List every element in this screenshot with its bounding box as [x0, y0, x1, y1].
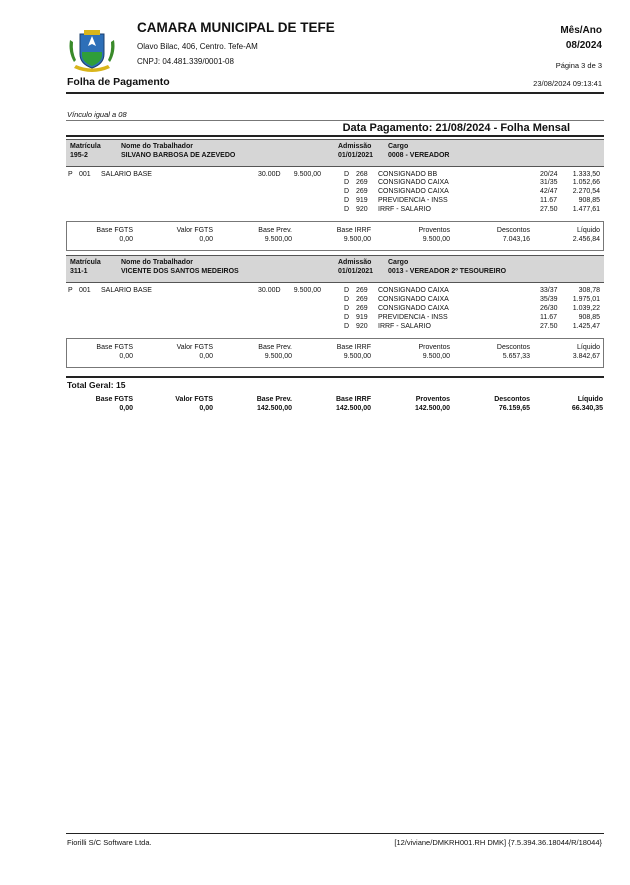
admissao-label: Admissão — [338, 259, 372, 266]
discount-code: 919 — [356, 197, 368, 204]
nome-label: Nome do Trabalhador — [121, 259, 193, 266]
discount-type: D — [344, 314, 350, 321]
provento-code: 001 — [79, 171, 91, 178]
footer-company: Fiorilli S/C Software Ltda. — [67, 838, 152, 847]
employee-admissao: 01/01/2021 — [338, 268, 374, 275]
discount-type: D — [344, 287, 350, 294]
discount-ref: 33/37 — [540, 287, 558, 294]
discount-code: 268 — [356, 171, 368, 178]
admissao-label: Admissão — [338, 143, 372, 150]
discount-code: 269 — [356, 179, 368, 186]
total-value: 142.500,00 — [256, 405, 292, 412]
discount-value: 1.425,47 — [572, 323, 600, 330]
summary-value: 9.500,00 — [343, 236, 371, 243]
total-column-label: Descontos — [494, 396, 530, 403]
total-column-label: Base Prev. — [256, 396, 292, 403]
total-label: Total Geral: 15 — [67, 380, 126, 390]
provento-value: 9.500,00 — [293, 171, 321, 178]
discount-type: D — [344, 296, 350, 303]
discount-ref: 26/30 — [540, 305, 558, 312]
discount-code: 919 — [356, 314, 368, 321]
period-label: Mês/Ano — [560, 25, 602, 36]
footer-system-ref: [12/viviane/DMKRH001.RH DMK] {7.5.394.36.18044/R/18044} — [394, 838, 602, 847]
total-column-label: Valor FGTS — [175, 396, 213, 403]
employee-matricula: 311-1 — [70, 268, 88, 275]
discount-type: D — [344, 305, 350, 312]
provento-ref: 30.00D — [258, 171, 281, 178]
summary-value: 7.043,16 — [502, 236, 530, 243]
provento-type: P — [68, 171, 73, 178]
discount-code: 920 — [356, 323, 368, 330]
total-value: 0,00 — [199, 405, 213, 412]
discount-ref: 27.50 — [540, 206, 558, 213]
discount-desc: CONSIGNADO CAIXA — [378, 188, 449, 195]
header-divider — [66, 92, 604, 94]
summary-label: Proventos — [418, 227, 450, 234]
summary-value: 2.456,84 — [572, 236, 600, 243]
discount-type: D — [344, 323, 350, 330]
discount-ref: 11.67 — [540, 197, 557, 204]
summary-label: Base FGTS — [96, 227, 133, 234]
summary-value: 0,00 — [119, 236, 133, 243]
summary-value: 9.500,00 — [264, 353, 292, 360]
summary-label: Valor FGTS — [176, 344, 213, 351]
provento-code: 001 — [79, 287, 91, 294]
employee-matricula: 195-2 — [70, 152, 88, 159]
summary-label: Descontos — [496, 344, 530, 351]
summary-label: Líquido — [577, 227, 600, 234]
cargo-label: Cargo — [388, 143, 409, 150]
discount-type: D — [344, 206, 350, 213]
discount-value: 1.975,01 — [572, 296, 600, 303]
matricula-label: Matrícula — [70, 143, 101, 150]
total-value: 142.500,00 — [335, 405, 371, 412]
discount-code: 269 — [356, 296, 368, 303]
discount-value: 1.052,66 — [572, 179, 600, 186]
discount-code: 269 — [356, 287, 368, 294]
discount-desc: IRRF - SALARIO — [378, 206, 431, 213]
payment-divider — [66, 135, 604, 137]
total-column-label: Base FGTS — [95, 396, 133, 403]
period-value: 08/2024 — [565, 40, 602, 51]
discount-value: 908,85 — [578, 314, 600, 321]
discount-ref: 27.50 — [540, 323, 558, 330]
discount-code: 269 — [356, 305, 368, 312]
summary-value: 3.842,67 — [572, 353, 600, 360]
summary-label: Base IRRF — [336, 227, 371, 234]
city-coat-of-arms — [66, 24, 118, 76]
employee-cargo: 0013 - VEREADOR 2º TESOUREIRO — [388, 268, 507, 275]
discount-desc: CONSIGNADO CAIXA — [378, 179, 449, 186]
report-title: Folha de Pagamento — [67, 76, 170, 88]
summary-value: 5.657,33 — [502, 353, 530, 360]
employee-admissao: 01/01/2021 — [338, 152, 374, 159]
discount-ref: 35/39 — [540, 296, 558, 303]
nome-label: Nome do Trabalhador — [121, 143, 193, 150]
discount-ref: 20/24 — [540, 171, 558, 178]
discount-type: D — [344, 179, 350, 186]
filter-divider — [66, 120, 604, 121]
total-column-label: Base IRRF — [335, 396, 371, 403]
summary-value: 0,00 — [199, 353, 213, 360]
summary-value: 9.500,00 — [422, 353, 450, 360]
summary-value: 9.500,00 — [343, 353, 371, 360]
provento-desc: SALARIO BASE — [101, 287, 152, 294]
provento-ref: 30.00D — [258, 287, 281, 294]
page-info: Página 3 de 3 — [555, 61, 602, 70]
total-column-label: Proventos — [415, 396, 450, 403]
summary-label: Proventos — [418, 344, 450, 351]
summary-value: 9.500,00 — [264, 236, 292, 243]
discount-code: 269 — [356, 188, 368, 195]
discount-ref: 42/47 — [540, 188, 558, 195]
discount-ref: 31/35 — [540, 179, 558, 186]
discount-desc: CONSIGNADO BB — [378, 171, 438, 178]
cargo-label: Cargo — [388, 259, 409, 266]
total-value: 76.159,65 — [498, 405, 530, 412]
discount-ref: 11.67 — [540, 314, 557, 321]
total-value: 142.500,00 — [414, 405, 450, 412]
provento-value: 9.500,00 — [293, 287, 321, 294]
discount-value: 1.477,61 — [572, 206, 600, 213]
discount-desc: CONSIGNADO CAIXA — [378, 296, 449, 303]
provento-desc: SALARIO BASE — [101, 171, 152, 178]
discount-type: D — [344, 197, 350, 204]
summary-value: 0,00 — [119, 353, 133, 360]
summary-label: Líquido — [577, 344, 600, 351]
coat-of-arms-icon — [66, 24, 118, 76]
summary-label: Base Prev. — [258, 227, 292, 234]
footer-divider — [66, 833, 604, 834]
org-address: Olavo Bilac, 406, Centro. Tefe-AM — [137, 42, 258, 51]
total-divider — [66, 376, 604, 378]
discount-value: 308,78 — [578, 287, 600, 294]
discount-desc: PREVIDENCIA - INSS — [378, 197, 448, 204]
discount-desc: CONSIGNADO CAIXA — [378, 287, 449, 294]
summary-label: Descontos — [496, 227, 530, 234]
discount-value: 2.270,54 — [572, 188, 600, 195]
discount-desc: PREVIDENCIA - INSS — [378, 314, 448, 321]
employee-cargo: 0008 - VEREADOR — [388, 152, 450, 159]
summary-label: Base IRRF — [336, 344, 371, 351]
summary-label: Base Prev. — [258, 344, 292, 351]
payment-title: Data Pagamento: 21/08/2024 - Folha Mensal — [342, 122, 570, 134]
discount-type: D — [344, 171, 350, 178]
summary-label: Base FGTS — [96, 344, 133, 351]
total-value: 0,00 — [119, 405, 133, 412]
discount-value: 1.333,50 — [572, 171, 600, 178]
org-name: CAMARA MUNICIPAL DE TEFE — [137, 20, 335, 35]
employee-name: SILVANO BARBOSA DE AZEVEDO — [121, 152, 236, 159]
discount-desc: CONSIGNADO CAIXA — [378, 305, 449, 312]
discount-value: 908,85 — [578, 197, 600, 204]
timestamp: 23/08/2024 09:13:41 — [533, 79, 602, 88]
org-cnpj: CNPJ: 04.481.339/0001-08 — [137, 57, 234, 66]
summary-value: 0,00 — [199, 236, 213, 243]
provento-type: P — [68, 287, 73, 294]
discount-type: D — [344, 188, 350, 195]
total-column-label: Líquido — [577, 396, 603, 403]
employee-name: VICENTE DOS SANTOS MEDEIROS — [121, 268, 239, 275]
discount-desc: IRRF - SALARIO — [378, 323, 431, 330]
filter-text: Vínculo igual a 08 — [67, 110, 127, 119]
discount-code: 920 — [356, 206, 368, 213]
total-value: 66.340,35 — [571, 405, 603, 412]
matricula-label: Matrícula — [70, 259, 101, 266]
discount-value: 1.039,22 — [572, 305, 600, 312]
summary-label: Valor FGTS — [176, 227, 213, 234]
summary-value: 9.500,00 — [422, 236, 450, 243]
